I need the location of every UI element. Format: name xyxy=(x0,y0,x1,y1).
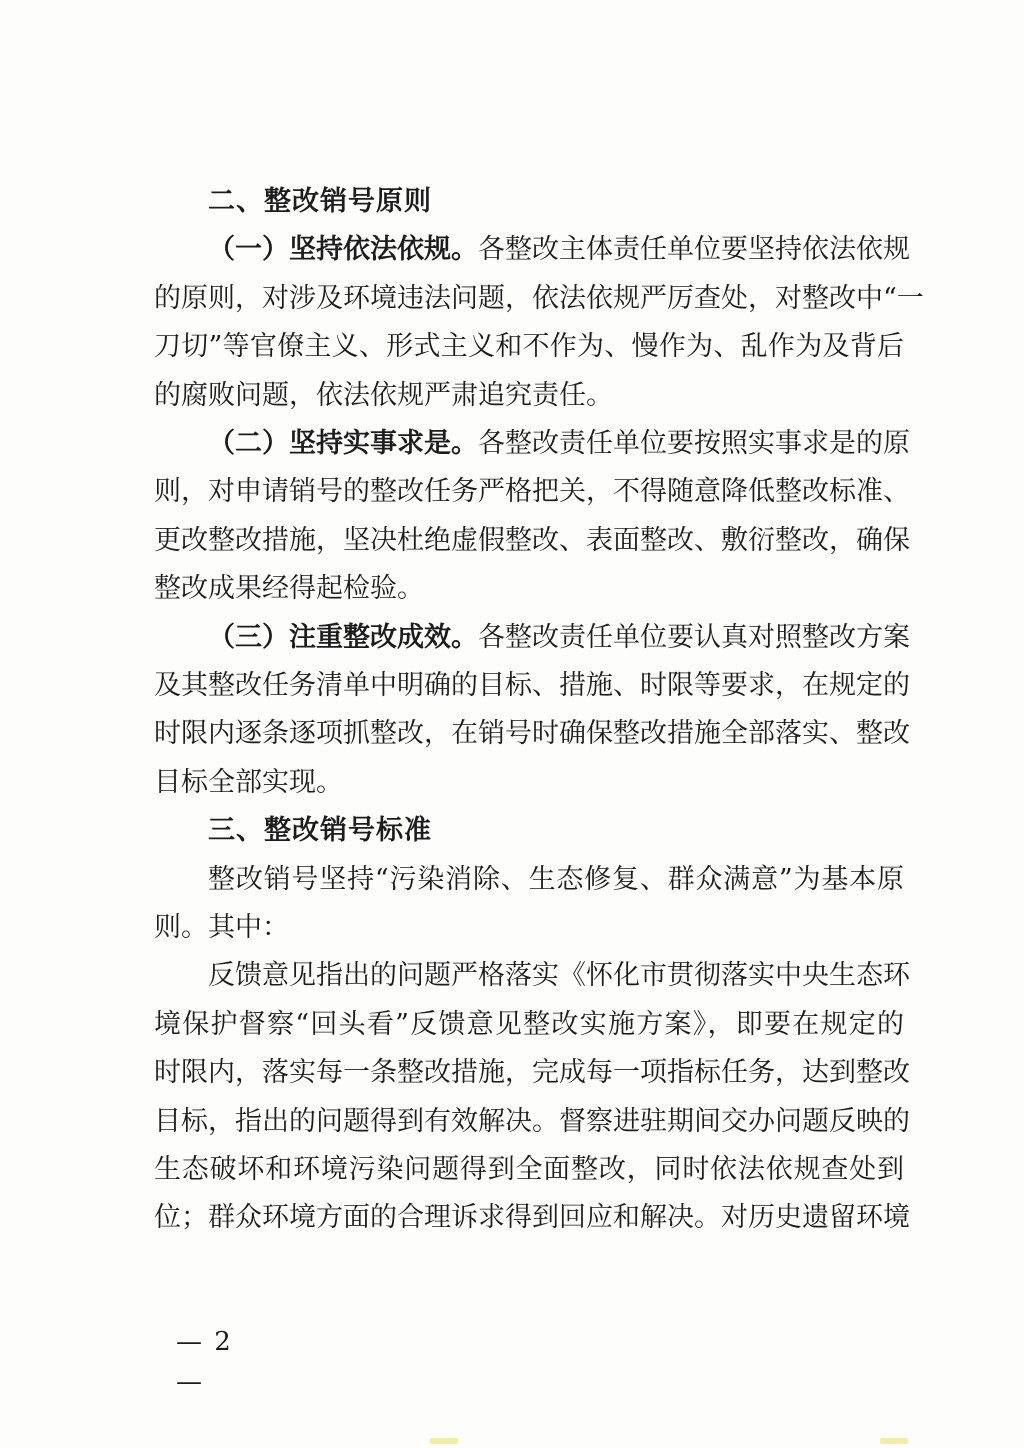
paragraph-line xyxy=(154,662,910,710)
line-text: 则，对申请销号的整改任务严格把关，不得随意降低整改标准、 xyxy=(154,476,910,507)
line-text: 整改销号坚持“污染消除、生态修复、群众满意”为基本原 xyxy=(208,864,904,895)
line-text: 各整改主体责任单位要坚持依法依规 xyxy=(478,234,910,265)
line-text: 及其整改任务清单中明确的目标、措施、时限等要求，在规定的 xyxy=(154,670,910,701)
paragraph-lead: （一）坚持依法依规。 xyxy=(208,234,478,265)
scan-artifact xyxy=(430,1438,458,1444)
line-text: 则。其中： xyxy=(154,912,289,943)
paragraph-line xyxy=(154,759,904,807)
paragraph-lead: （三）注重整改成效。 xyxy=(208,622,478,653)
paragraph-line xyxy=(154,1049,910,1097)
paragraph-line xyxy=(154,323,904,371)
paragraph-line xyxy=(208,856,904,904)
paragraph-line xyxy=(154,565,904,613)
paragraph-line xyxy=(208,952,910,1000)
paragraph-lead: （二）坚持实事求是。 xyxy=(208,428,478,459)
paragraph-line xyxy=(154,275,924,323)
line-text: 二、整改销号原则 xyxy=(208,186,432,217)
line-text: 刀切”等官僚主义、形式主义和不作为、慢作为、乱作为及背后 xyxy=(154,331,904,362)
line-text: 目标全部实现。 xyxy=(154,767,343,798)
line-text: 的腐败问题，依法依规严肃追究责任。 xyxy=(154,380,613,411)
line-text: 各整改责任单位要按照实事求是的原 xyxy=(478,428,910,459)
paragraph-line xyxy=(154,517,910,565)
scan-artifact xyxy=(880,1438,908,1444)
paragraph-line xyxy=(208,614,910,662)
line-text: 时限内，落实每一条整改措施，完成每一项指标任务，达到整改 xyxy=(154,1057,910,1088)
line-text: 境保护督察“回头看”反馈意见整改实施方案》，即要在规定的 xyxy=(154,1009,904,1040)
line-text: 生态破坏和环境污染问题得到全面整改，同时依法依规查处到 xyxy=(154,1154,904,1185)
line-text: 各整改责任单位要认真对照整改方案 xyxy=(478,622,910,653)
line-text: 位；群众环境方面的合理诉求得到回应和解决。对历史遗留环境 xyxy=(154,1202,910,1233)
paragraph-line xyxy=(154,372,904,420)
paragraph-line xyxy=(154,710,910,758)
line-text: 三、整改销号标准 xyxy=(208,815,432,846)
paragraph-line xyxy=(154,1001,904,1049)
page-number: — 2 — xyxy=(176,1327,233,1397)
line-text: 更改整改措施，坚决杜绝虚假整改、表面整改、敷衍整改，确保 xyxy=(154,525,910,556)
paragraph-line xyxy=(208,226,910,274)
section-heading xyxy=(208,178,904,226)
line-text: 时限内逐条逐项抓整改，在销号时确保整改措施全部落实、整改 xyxy=(154,718,910,749)
line-text: 反馈意见指出的问题严格落实《怀化市贯彻落实中央生态环 xyxy=(208,960,910,991)
line-text: 整改成果经得起检验。 xyxy=(154,573,424,604)
paragraph-line xyxy=(208,420,910,468)
section-heading xyxy=(208,807,904,855)
line-text: 目标，指出的问题得到有效解决。督察进驻期间交办问题反映的 xyxy=(154,1106,910,1137)
paragraph-line xyxy=(154,1146,904,1194)
paragraph-line xyxy=(154,1194,910,1242)
paragraph-line xyxy=(154,468,910,516)
paragraph-line xyxy=(154,904,904,952)
line-text: 的原则，对涉及环境违法问题，依法依规严厉查处，对整改中“一 xyxy=(154,283,924,314)
paragraph-line xyxy=(154,1098,910,1146)
